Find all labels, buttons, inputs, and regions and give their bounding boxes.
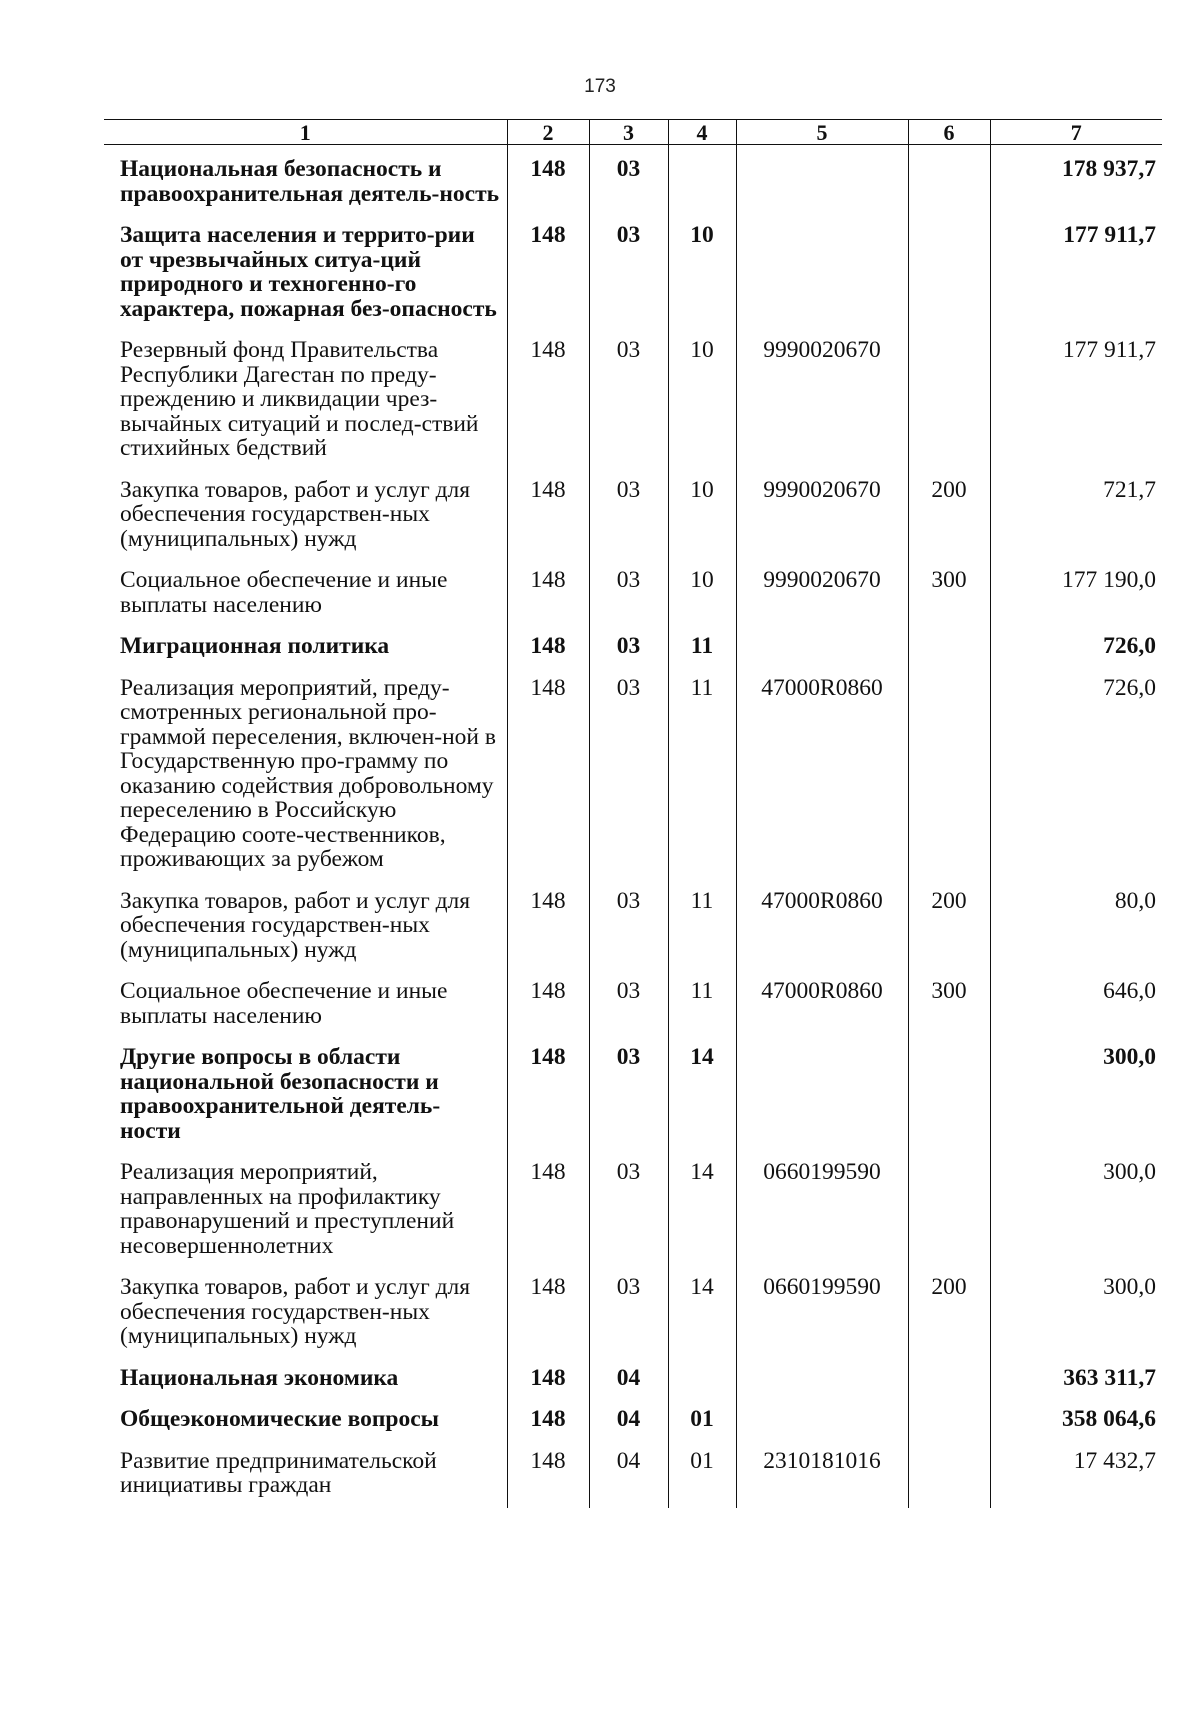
row-code-6	[908, 1366, 990, 1408]
row-code-5: 0660199590	[736, 1275, 908, 1366]
row-code-5: 2310181016	[736, 1449, 908, 1508]
row-amount: 177 911,7	[990, 223, 1162, 338]
row-code-5	[736, 1045, 908, 1160]
row-name: Другие вопросы в области национальной безопасности и правоохранительной деятель-ности	[120, 1044, 441, 1144]
row-name: Развитие предпринимательской инициативы граждан	[120, 1447, 437, 1498]
row-code-5	[736, 1366, 908, 1408]
row-code-4: 14	[668, 1160, 736, 1275]
row-code-2: 148	[507, 1366, 589, 1408]
column-header-2: 2	[507, 120, 589, 145]
row-amount: 177 911,7	[990, 338, 1162, 478]
row-code-6: 200	[908, 889, 990, 980]
row-amount: 721,7	[990, 478, 1162, 569]
row-code-2: 148	[507, 979, 589, 1045]
row-code-3: 03	[589, 676, 668, 889]
column-header-4: 4	[668, 120, 736, 145]
row-code-2: 148	[507, 223, 589, 338]
table-row	[104, 1045, 1162, 1160]
table-row	[104, 1366, 1162, 1408]
row-code-4: 10	[668, 223, 736, 338]
row-amount: 358 064,6	[990, 1407, 1162, 1449]
page-number: 173	[584, 76, 616, 97]
row-code-3: 04	[589, 1407, 668, 1449]
row-code-2: 148	[507, 568, 589, 634]
row-code-6	[908, 676, 990, 889]
row-name: Реализация мероприятий, преду-смотренных региональной про-граммой переселения, включен-ной в Государственную про-грамму по оказанию содействия добровольному переселению в Российскую Федерацию сооте-чественников, проживающих за рубежом	[120, 674, 496, 872]
row-code-6	[908, 1160, 990, 1275]
row-amount: 726,0	[990, 634, 1162, 676]
row-code-6	[908, 1407, 990, 1449]
row-code-3: 03	[589, 338, 668, 478]
row-code-2: 148	[507, 1407, 589, 1449]
row-name: Социальное обеспечение и иные выплаты населению	[120, 567, 448, 618]
row-code-2: 148	[507, 1045, 589, 1160]
row-code-6: 300	[908, 568, 990, 634]
row-name: Закупка товаров, работ и услуг для обеспечения государствен-ных (муниципальных) нужд	[120, 476, 471, 552]
row-code-5: 0660199590	[736, 1160, 908, 1275]
row-code-2: 148	[507, 634, 589, 676]
row-amount: 17 432,7	[990, 1449, 1162, 1508]
row-amount: 726,0	[990, 676, 1162, 889]
row-code-4: 10	[668, 478, 736, 569]
column-header-7: 7	[990, 120, 1162, 145]
row-code-2: 148	[507, 889, 589, 980]
column-header-5: 5	[736, 120, 908, 145]
row-code-6: 300	[908, 979, 990, 1045]
row-code-5: 47000R0860	[736, 889, 908, 980]
row-amount: 300,0	[990, 1045, 1162, 1160]
column-header-1: 1	[104, 120, 507, 145]
table-row	[104, 145, 1162, 224]
row-name: Реализация мероприятий, направленных на профилактику правонарушений и преступлений несовершеннолетних	[120, 1159, 455, 1259]
row-code-4	[668, 145, 736, 224]
row-code-4	[668, 1366, 736, 1408]
row-code-6: 200	[908, 478, 990, 569]
row-name: Национальная экономика	[120, 1364, 399, 1391]
table-row	[104, 676, 1162, 889]
row-name: Защита населения и террито-рии от чрезвычайных ситуа-ций природного и техногенно-го характера, пожарная без-опасность	[120, 222, 497, 322]
row-code-4: 01	[668, 1449, 736, 1508]
table-row	[104, 979, 1162, 1045]
row-code-6: 200	[908, 1275, 990, 1366]
table-row	[104, 478, 1162, 569]
row-code-4: 14	[668, 1275, 736, 1366]
row-code-3: 03	[589, 1045, 668, 1160]
row-code-6	[908, 634, 990, 676]
row-name: Общеэкономические вопросы	[120, 1406, 440, 1432]
row-code-5: 9990020670	[736, 478, 908, 569]
row-amount: 646,0	[990, 979, 1162, 1045]
row-name: Закупка товаров, работ и услуг для обеспечения государствен-ных (муниципальных) нужд	[120, 887, 471, 963]
row-code-4: 10	[668, 568, 736, 634]
row-code-3: 03	[589, 634, 668, 676]
row-code-6	[908, 145, 990, 224]
row-amount: 300,0	[990, 1160, 1162, 1275]
row-amount: 363 311,7	[990, 1366, 1162, 1408]
row-code-2: 148	[507, 338, 589, 478]
row-code-3: 04	[589, 1366, 668, 1408]
row-name: Социальное обеспечение и иные выплаты населению	[120, 978, 448, 1029]
row-code-4: 14	[668, 1045, 736, 1160]
table-row	[104, 1449, 1162, 1508]
row-code-6	[908, 1449, 990, 1508]
row-amount: 300,0	[990, 1275, 1162, 1366]
row-code-6	[908, 223, 990, 338]
table-row	[104, 223, 1162, 338]
row-code-3: 03	[589, 145, 668, 224]
row-code-4: 11	[668, 634, 736, 676]
row-code-2: 148	[507, 478, 589, 569]
row-amount: 80,0	[990, 889, 1162, 980]
column-header-6: 6	[908, 120, 990, 145]
row-code-3: 03	[589, 1275, 668, 1366]
row-code-3: 03	[589, 568, 668, 634]
row-code-2: 148	[507, 145, 589, 224]
row-code-2: 148	[507, 1449, 589, 1508]
table-row	[104, 1275, 1162, 1366]
row-code-4: 11	[668, 889, 736, 980]
row-code-5: 47000R0860	[736, 979, 908, 1045]
header-row	[104, 120, 1162, 145]
row-code-6	[908, 1045, 990, 1160]
row-code-3: 03	[589, 1160, 668, 1275]
table-body	[104, 145, 1162, 1508]
row-name: Закупка товаров, работ и услуг для обеспечения государствен-ных (муниципальных) нужд	[120, 1274, 471, 1349]
row-code-3: 04	[589, 1449, 668, 1508]
row-code-3: 03	[589, 979, 668, 1045]
table-row	[104, 634, 1162, 676]
row-code-4: 11	[668, 676, 736, 889]
table-row	[104, 1160, 1162, 1275]
table-row	[104, 1407, 1162, 1449]
row-code-5	[736, 634, 908, 676]
row-code-6	[908, 338, 990, 478]
row-amount: 178 937,7	[990, 145, 1162, 224]
row-code-4: 10	[668, 338, 736, 478]
row-code-4: 01	[668, 1407, 736, 1449]
row-code-5	[736, 145, 908, 224]
table-row	[104, 889, 1162, 980]
table-row	[104, 568, 1162, 634]
row-code-4: 11	[668, 979, 736, 1045]
table-row	[104, 338, 1162, 478]
row-code-5: 9990020670	[736, 338, 908, 478]
row-code-5	[736, 1407, 908, 1449]
row-code-5: 9990020670	[736, 568, 908, 634]
column-header-3: 3	[589, 120, 668, 145]
row-code-2: 148	[507, 1275, 589, 1366]
row-code-5: 47000R0860	[736, 676, 908, 889]
row-code-3: 03	[589, 889, 668, 980]
row-amount: 177 190,0	[990, 568, 1162, 634]
row-code-3: 03	[589, 478, 668, 569]
row-code-2: 148	[507, 676, 589, 889]
row-code-5	[736, 223, 908, 338]
row-name: Миграционная политика	[120, 633, 390, 659]
row-code-2: 148	[507, 1160, 589, 1275]
row-name: Резервный фонд Правительства Республики Дагестан по преду-преждению и ликвидации чрез-вычайных ситуаций и послед-ствий стихийных бедствий	[120, 337, 479, 461]
budget-table	[104, 119, 1162, 1508]
row-name: Национальная безопасность и правоохранительная деятель-ность	[120, 156, 500, 207]
row-code-3: 03	[589, 223, 668, 338]
